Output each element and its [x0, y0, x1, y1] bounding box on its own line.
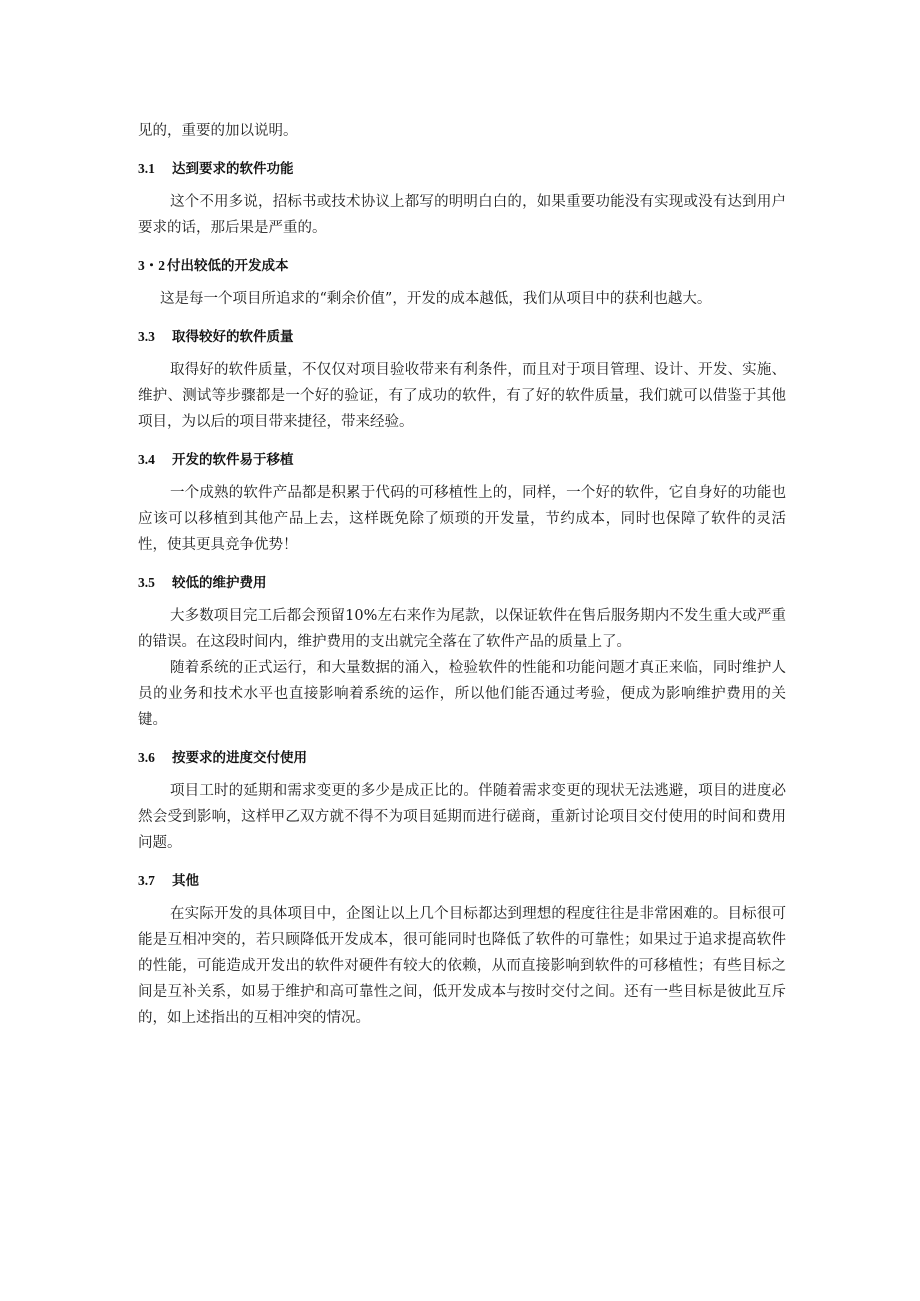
document-body — [138, 118, 786, 1031]
section-body-3-1 — [138, 189, 786, 241]
section-heading-3-4 — [138, 449, 786, 471]
section-body-3-7 — [138, 901, 786, 1031]
paragraph: 大多数项目完工后都会预留10%左右来作为尾款，以保证软件在售后服务期内不发生重大或严重的错误。在这段时间内，维护费用的支出就完全落在了软件产品的质量上了。 — [138, 608, 786, 650]
paragraph: 取得好的软件质量，不仅仅对项目验收带来有利条件，而且对于项目管理、设计、开发、实施、维护、测试等步骤都是一个好的验证，有了成功的软件，有了好的软件质量，我们就可以借鉴于其他项目，为以后的项目带来捷径，带来经验。 — [138, 362, 786, 430]
section-number: 3.7 — [138, 873, 155, 888]
paragraph: 项目工时的延期和需求变更的多少是成正比的。伴随着需求变更的现状无法逃避，项目的进度必然会受到影响，这样甲乙双方就不得不为项目延期而进行磋商，重新讨论项目交付使用的时间和费用问题。 — [138, 783, 786, 851]
section-title: 开发的软件易于移植 — [172, 452, 294, 468]
paragraph: 一个成熟的软件产品都是积累于代码的可移植性上的，同样，一个好的软件，它自身好的功能也应该可以移植到其他产品上去，这样既免除了烦琐的开发量，节约成本，同时也保障了软件的灵活性，使其更具竞争优势！ — [138, 485, 786, 553]
section-body-3-6 — [138, 778, 786, 856]
paragraph: 在实际开发的具体项目中，企图让以上几个目标都达到理想的程度往往是非常困难的。目标很可能是互相冲突的，若只顾降低开发成本，很可能同时也降低了软件的可靠性；如果过于追求提高软件的性能，可能造成开发出的软件对硬件有较大的依赖，从而直接影响到软件的可移植性；有些目标之间是互补关系，如易于维护和高可靠性之间，低开发成本与按时交付之间。还有一些目标是彼此互斥的，如上述指出的互相冲突的情况。 — [138, 906, 786, 1026]
section-title: 按要求的进度交付使用 — [172, 750, 307, 766]
intro-paragraph: 见的，重要的加以说明。 — [138, 123, 298, 139]
section-number: 3.3 — [138, 329, 155, 344]
section-title: 其他 — [172, 873, 199, 889]
section-number: 3.1 — [138, 161, 155, 176]
paragraph: 这是每一个项目所追求的“剩余价值”，开发的成本越低，我们从项目中的获利也越大。 — [160, 291, 712, 307]
section-heading-3-7 — [138, 870, 786, 892]
paragraph: 这个不用多说，招标书或技术协议上都写的明明白白的，如果重要功能没有实现或没有达到用户要求的话，那后果是严重的。 — [138, 194, 786, 236]
section-number: 3.6 — [138, 750, 155, 765]
section-heading-3-6 — [138, 747, 786, 769]
section-title: 付出较低的开发成本 — [167, 258, 289, 274]
section-heading-3-1 — [138, 158, 786, 180]
section-body-3-3 — [138, 357, 786, 435]
section-body-3-4 — [138, 480, 786, 558]
paragraph: 随着系统的正式运行，和大量数据的涌入，检验软件的性能和功能问题才真正来临，同时维护人员的业务和技术水平也直接影响着系统的运作，所以他们能否通过考验，便成为影响维护费用的关键。 — [138, 660, 786, 728]
section-number: 3・2 — [138, 258, 165, 273]
section-body-3-5 — [138, 603, 786, 733]
section-number: 3.4 — [138, 452, 155, 467]
section-heading-3-2 — [138, 255, 786, 277]
section-body-3-2 — [138, 286, 786, 312]
section-heading-3-3 — [138, 326, 786, 348]
section-heading-3-5 — [138, 572, 786, 594]
section-number: 3.5 — [138, 575, 155, 590]
section-title: 较低的维护费用 — [172, 575, 267, 591]
section-title: 取得较好的软件质量 — [172, 329, 294, 345]
section-title: 达到要求的软件功能 — [172, 161, 294, 177]
